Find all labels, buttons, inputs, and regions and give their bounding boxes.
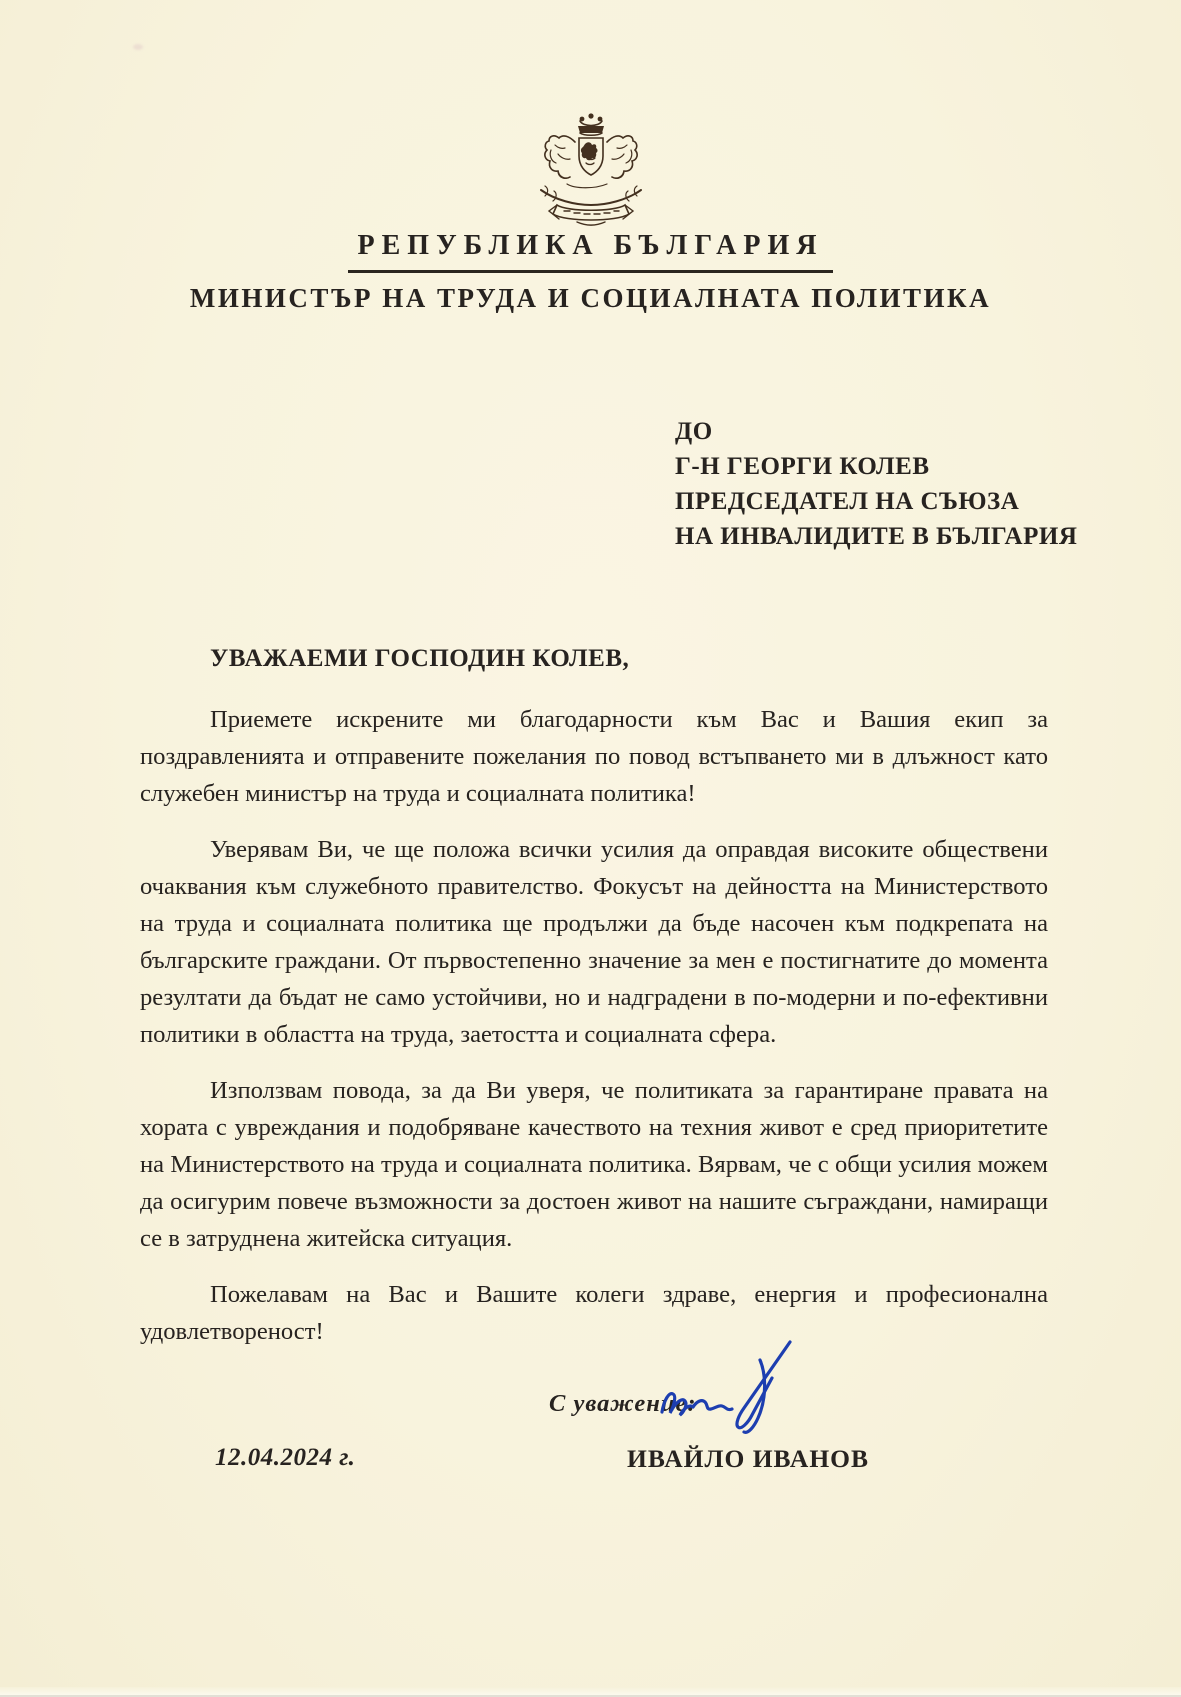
- republic-heading-text: РЕПУБЛИКА БЪЛГАРИЯ: [348, 230, 834, 273]
- addressee-title-line2: НА ИНВАЛИДИТЕ В БЪЛГАРИЯ: [675, 523, 1078, 550]
- letter-body: [140, 645, 1048, 1369]
- addressee-title-line1: ПРЕДСЕДАТЕЛ НА СЪЮЗА: [675, 488, 1020, 515]
- addressee-name: Г-Н ГЕОРГИ КОЛЕВ: [675, 453, 930, 480]
- paragraph-3: Използвам повода, за да Ви уверя, че политиката за гарантиране правата на хората с увреждания и подобряване качеството на техния живот е сред приоритетите на Министерството на труда и социалната политика. Вярвам, че с общи усилия можем да осигурим повече възможности за достоен живот на нашите съграждани, намиращи се в затруднена житейска ситуация.: [140, 1077, 1048, 1252]
- salutation: УВАЖАЕМИ ГОСПОДИН КОЛЕВ,: [210, 645, 630, 672]
- paragraph-4: Пожелавам на Вас и Вашите колеги здраве, енергия и професионална удовлетвореност!: [140, 1281, 1048, 1345]
- bulgaria-coat-of-arms-icon: [527, 112, 655, 230]
- handwritten-signature-icon: [648, 1330, 818, 1460]
- emblem-container: [0, 112, 1181, 235]
- paragraph-1: Приемете искрените ми благодарности към Вас и Вашия екип за поздравленията и отправените пожелания по повод встъпването ми в длъжност като служебен министър на труда и социалната политика!: [140, 706, 1048, 807]
- addressee-to-label: ДО: [675, 418, 713, 445]
- signer-name: ИВАЙЛО ИВАНОВ: [627, 1444, 870, 1473]
- paragraph-2: Уверявам Ви, че ще положа всички усилия да оправдая високите обществени очаквания към служебното правителство. Фокусът на дейността на Министерството на труда и социалната политика ще продължи да бъде насочен към подкрепата на българските граждани. От първостепенно значение за мен е постигнатите до момента резултати да бъдат не само устойчиви, но и надградени в по-модерни и по-ефективни политики в областта на труда, заетостта и социалната сфера.: [140, 836, 1048, 1048]
- republic-heading: [0, 230, 1181, 273]
- minister-heading: МИНИСТЪР НА ТРУДА И СОЦИАЛНАТА ПОЛИТИКА: [189, 283, 992, 313]
- scan-smudge: [133, 44, 143, 50]
- closing-label: С уважение:: [549, 1390, 697, 1417]
- addressee-block: [675, 414, 1077, 554]
- date: 12.04.2024 г.: [215, 1444, 356, 1471]
